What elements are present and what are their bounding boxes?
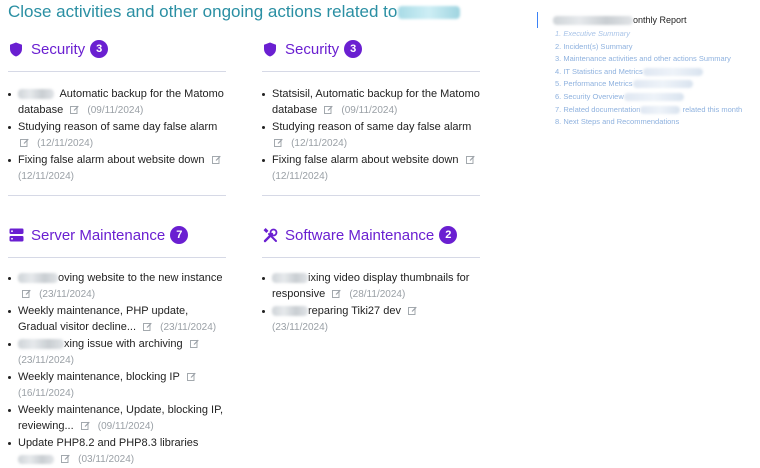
- redacted-author: [272, 306, 308, 316]
- divider: [262, 195, 480, 196]
- count-badge: 3: [90, 40, 108, 58]
- redacted-name: [398, 6, 460, 19]
- item-date: (12/11/2024): [272, 171, 328, 182]
- shield-icon: [8, 41, 24, 57]
- list-item: [262, 152, 480, 185]
- shield-icon: [262, 41, 278, 57]
- edit-icon[interactable]: [408, 306, 417, 315]
- tools-icon: [262, 227, 278, 243]
- list-item: [262, 270, 480, 303]
- list-item: [8, 303, 226, 336]
- redacted-author: [18, 339, 64, 349]
- activity-list: [8, 86, 226, 185]
- item-date: (23/11/2024): [272, 322, 328, 333]
- edit-icon[interactable]: [61, 454, 70, 463]
- section-title[interactable]: Software Maintenance: [285, 226, 435, 244]
- edit-icon[interactable]: [22, 289, 31, 298]
- list-item: [8, 435, 226, 468]
- item-text[interactable]: Studying reason of same day false alarm: [18, 121, 218, 133]
- section-title[interactable]: Security: [285, 40, 340, 58]
- count-badge: 7: [170, 226, 188, 244]
- toc-item[interactable]: 1. Executive Summary: [555, 29, 631, 38]
- list-item: [8, 270, 226, 303]
- list-item: [8, 152, 226, 185]
- activity-list: [262, 270, 480, 336]
- redacted-text: [633, 80, 693, 88]
- item-date: (12/11/2024): [37, 138, 94, 149]
- list-item: [262, 119, 480, 152]
- redacted-author: [18, 455, 54, 464]
- edit-icon[interactable]: [274, 138, 283, 147]
- item-date: (12/11/2024): [291, 138, 348, 149]
- item-text[interactable]: oving website to the new instance: [58, 272, 223, 284]
- item-text[interactable]: ixing video display thumbnails for responsive: [272, 272, 470, 300]
- item-date: (09/11/2024): [97, 421, 154, 432]
- section-software-maintenance: [262, 222, 480, 336]
- toc-item[interactable]: [555, 104, 752, 117]
- toc-item[interactable]: [555, 91, 752, 104]
- list-item: [8, 369, 226, 402]
- item-date: (23/11/2024): [160, 322, 217, 333]
- item-date: (23/11/2024): [18, 355, 74, 366]
- redacted-org: [553, 16, 633, 25]
- edit-icon[interactable]: [187, 372, 196, 381]
- section-security-right: [262, 36, 480, 196]
- edit-icon[interactable]: [324, 105, 333, 114]
- section-header: [8, 222, 226, 248]
- edit-icon[interactable]: [212, 155, 221, 164]
- activity-list: [262, 86, 480, 185]
- item-text[interactable]: Statsisil, Automatic backup for the Matomo database: [272, 88, 480, 116]
- list-item: [8, 336, 226, 369]
- divider: [8, 71, 226, 72]
- activity-list: [8, 270, 226, 468]
- divider: [8, 257, 226, 258]
- item-date: (16/11/2024): [18, 388, 74, 399]
- item-text[interactable]: Weekly maintenance, blocking IP: [18, 371, 180, 383]
- item-text[interactable]: Weekly maintenance, PHP update, Gradual visitor decline...: [18, 305, 189, 333]
- toc-item[interactable]: [555, 66, 752, 79]
- item-text[interactable]: reparing Tiki27 dev: [308, 305, 401, 317]
- redacted-author: [18, 89, 54, 99]
- edit-icon[interactable]: [20, 138, 29, 147]
- server-icon: [8, 227, 24, 243]
- divider: [262, 257, 480, 258]
- toc-list: [537, 28, 752, 129]
- list-item: [262, 303, 480, 336]
- item-date: (03/11/2024): [78, 454, 135, 465]
- item-text[interactable]: Automatic backup for the Matomo database: [18, 88, 224, 116]
- list-item: [8, 86, 226, 119]
- item-date: (09/11/2024): [341, 105, 398, 116]
- list-item: [8, 119, 226, 152]
- item-text[interactable]: Fixing false alarm about website down: [272, 154, 459, 166]
- divider: [262, 71, 480, 72]
- edit-icon[interactable]: [190, 339, 199, 348]
- item-date: (23/11/2024): [39, 289, 96, 300]
- toc-heading-text: onthly Report: [633, 15, 687, 25]
- toc-item[interactable]: 2. Incident(s) Summary: [555, 41, 633, 51]
- edit-icon[interactable]: [70, 105, 79, 114]
- redacted-text: [643, 68, 703, 76]
- item-text[interactable]: Fixing false alarm about website down: [18, 154, 205, 166]
- redacted-text: [640, 106, 680, 114]
- page-title-text: Close activities and other ongoing actions related to: [8, 2, 398, 21]
- section-title[interactable]: Server Maintenance: [31, 226, 166, 244]
- edit-icon[interactable]: [466, 155, 475, 164]
- section-header: [262, 36, 480, 62]
- section-title[interactable]: Security: [31, 40, 86, 58]
- edit-icon[interactable]: [81, 421, 90, 430]
- page-title: [8, 2, 460, 22]
- list-item: [8, 402, 226, 435]
- toc-item-text: 5. Performance Metrics: [555, 79, 633, 89]
- redacted-author: [18, 273, 58, 283]
- count-badge: 3: [344, 40, 362, 58]
- toc-item-text: 4. IT Statistics and Metrics: [555, 66, 643, 76]
- item-date: (09/11/2024): [87, 105, 144, 116]
- redacted-text: [624, 93, 684, 101]
- section-header: [262, 222, 480, 248]
- toc-item-text: related this month: [682, 104, 743, 114]
- list-item: [262, 86, 480, 119]
- section-security-left: [8, 36, 226, 196]
- section-header: [8, 36, 226, 62]
- toc-item[interactable]: 8. Next Steps and Recommendations: [555, 117, 680, 127]
- item-text[interactable]: Studying reason of same day false alarm: [272, 121, 472, 133]
- toc-item[interactable]: 3. Maintenance activities and other actions Summary: [555, 54, 731, 64]
- toc-item-text: 6. Security Overview: [555, 91, 624, 101]
- item-date: (28/11/2024): [349, 289, 406, 300]
- item-text[interactable]: xing issue with archiving: [64, 338, 183, 350]
- toc-heading[interactable]: [553, 12, 752, 28]
- item-text[interactable]: Weekly maintenance, Update, blocking IP, reviewing...: [18, 404, 224, 432]
- section-server-maintenance: [8, 222, 226, 468]
- redacted-author: [272, 273, 308, 283]
- item-text[interactable]: Update PHP8.2 and PHP8.3 libraries: [18, 437, 199, 449]
- item-date: (12/11/2024): [18, 171, 74, 182]
- table-of-contents: [537, 12, 752, 129]
- toc-item[interactable]: [555, 78, 752, 91]
- toc-active-indicator: [537, 12, 538, 28]
- count-badge: 2: [439, 226, 457, 244]
- divider: [8, 195, 226, 196]
- edit-icon[interactable]: [332, 289, 341, 298]
- edit-icon[interactable]: [143, 322, 152, 331]
- toc-item-text: 7. Related documentation: [555, 104, 641, 114]
